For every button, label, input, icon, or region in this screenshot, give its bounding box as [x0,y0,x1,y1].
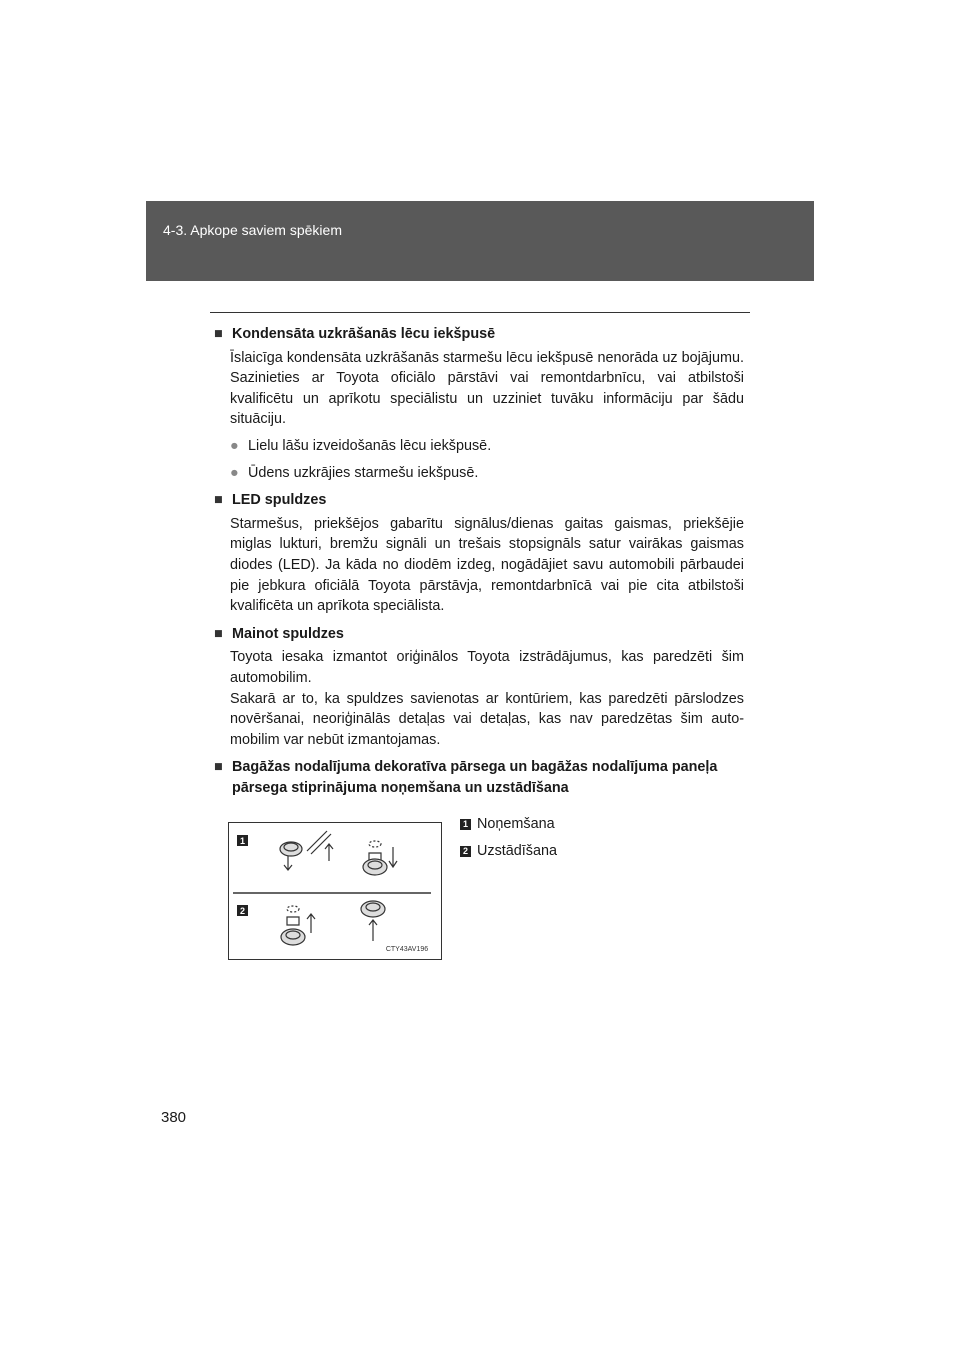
number-badge: 1 [460,819,471,830]
paragraph: Sakarā ar to, ka spuldzes savienotas ar kontūriem, kas paredzēti pārslodzes novēršanai, neoriģinālās detaļas vai detaļas, kas nav paredzētas šim automobilim var nebūt izmantojamas. [230,690,744,748]
square-icon: ■ [214,492,223,509]
square-icon: ■ [214,326,223,342]
header-rule [210,312,750,313]
page-number: 380 [161,1109,187,1126]
paragraph: Starmešus, priekšējos gabarītu signālus/dienas gaitas gaismas, priekšējie miglas lukturi, bremžu signāli un trešais stopsignāls satur vairākas gaismas diodes (LED). Ja kāda no diodēm izdeg, nogādājiet savu automobili pārbaudei pie jebkura oficiālā Toyota pārstāvja, remontdarbnīcā vai pie cita atbilstoši kvalificēta un aprīkota speciālista. [230,515,744,615]
chapter-header [146,201,814,281]
chapter-title: 4-3. Apkope saviem spēkiem [163,222,342,238]
figure-row [214,814,744,960]
square-icon: ■ [214,625,223,642]
legend-item: 2 Uzstādīšana [460,841,557,862]
bullet-icon: ● [230,437,239,454]
figure-legend [460,814,557,867]
section-heading: ■ LED spuldzes [214,490,744,511]
legend-item: 1 Noņemšana [460,814,557,835]
square-icon: ■ [214,759,223,776]
paragraph: Toyota iesaka izmantot oriģinālos Toyota izstrādājumus, kas paredzēti šim automobilim. [230,649,744,686]
list-item: ● Lielu lāšu izveidošanās lēcu iekšpusē. [214,436,744,457]
step-2-number: 2 [239,906,246,917]
clip-diagram [229,823,441,959]
clip-illustration [228,822,442,960]
figure-code: CTY43AV196 [385,946,429,954]
removal-clip-pry [280,831,333,870]
section-heading: ■ Kondensāta uzkrāšanās lēcu iekšpusē [214,324,744,345]
install-clip-push [361,901,385,941]
paragraph: Īslaicīga kondensāta uzkrāšanās starmešu lēcu iekšpusē nenorāda uz bojājumu. Sazinieties ar Toyota oficiālo pārstāvi vai remontdarbnīcu, vai atbilstoši kvalificētu un aprīkotu speciālistu un uzziniet tuvāku informāciju par šādu situāciju. [230,349,744,428]
step-1-number: 1 [239,836,246,847]
number-badge: 2 [460,846,471,857]
bullet-icon: ● [230,464,239,481]
section-heading: ■ Mainot spuldzes [214,624,744,645]
removal-clip-pull [363,841,397,875]
section-heading: ■ Bagāžas nodalījuma dekoratīva pārsega un bagāžas nodalījuma paneļa pārsega stiprinājuma noņemšana un uzstādīšana [214,759,718,796]
page-content [214,324,744,960]
list-item: ● Ūdens uzkrājies starmešu iekšpusē. [214,463,744,484]
install-clip-insert [281,906,315,945]
